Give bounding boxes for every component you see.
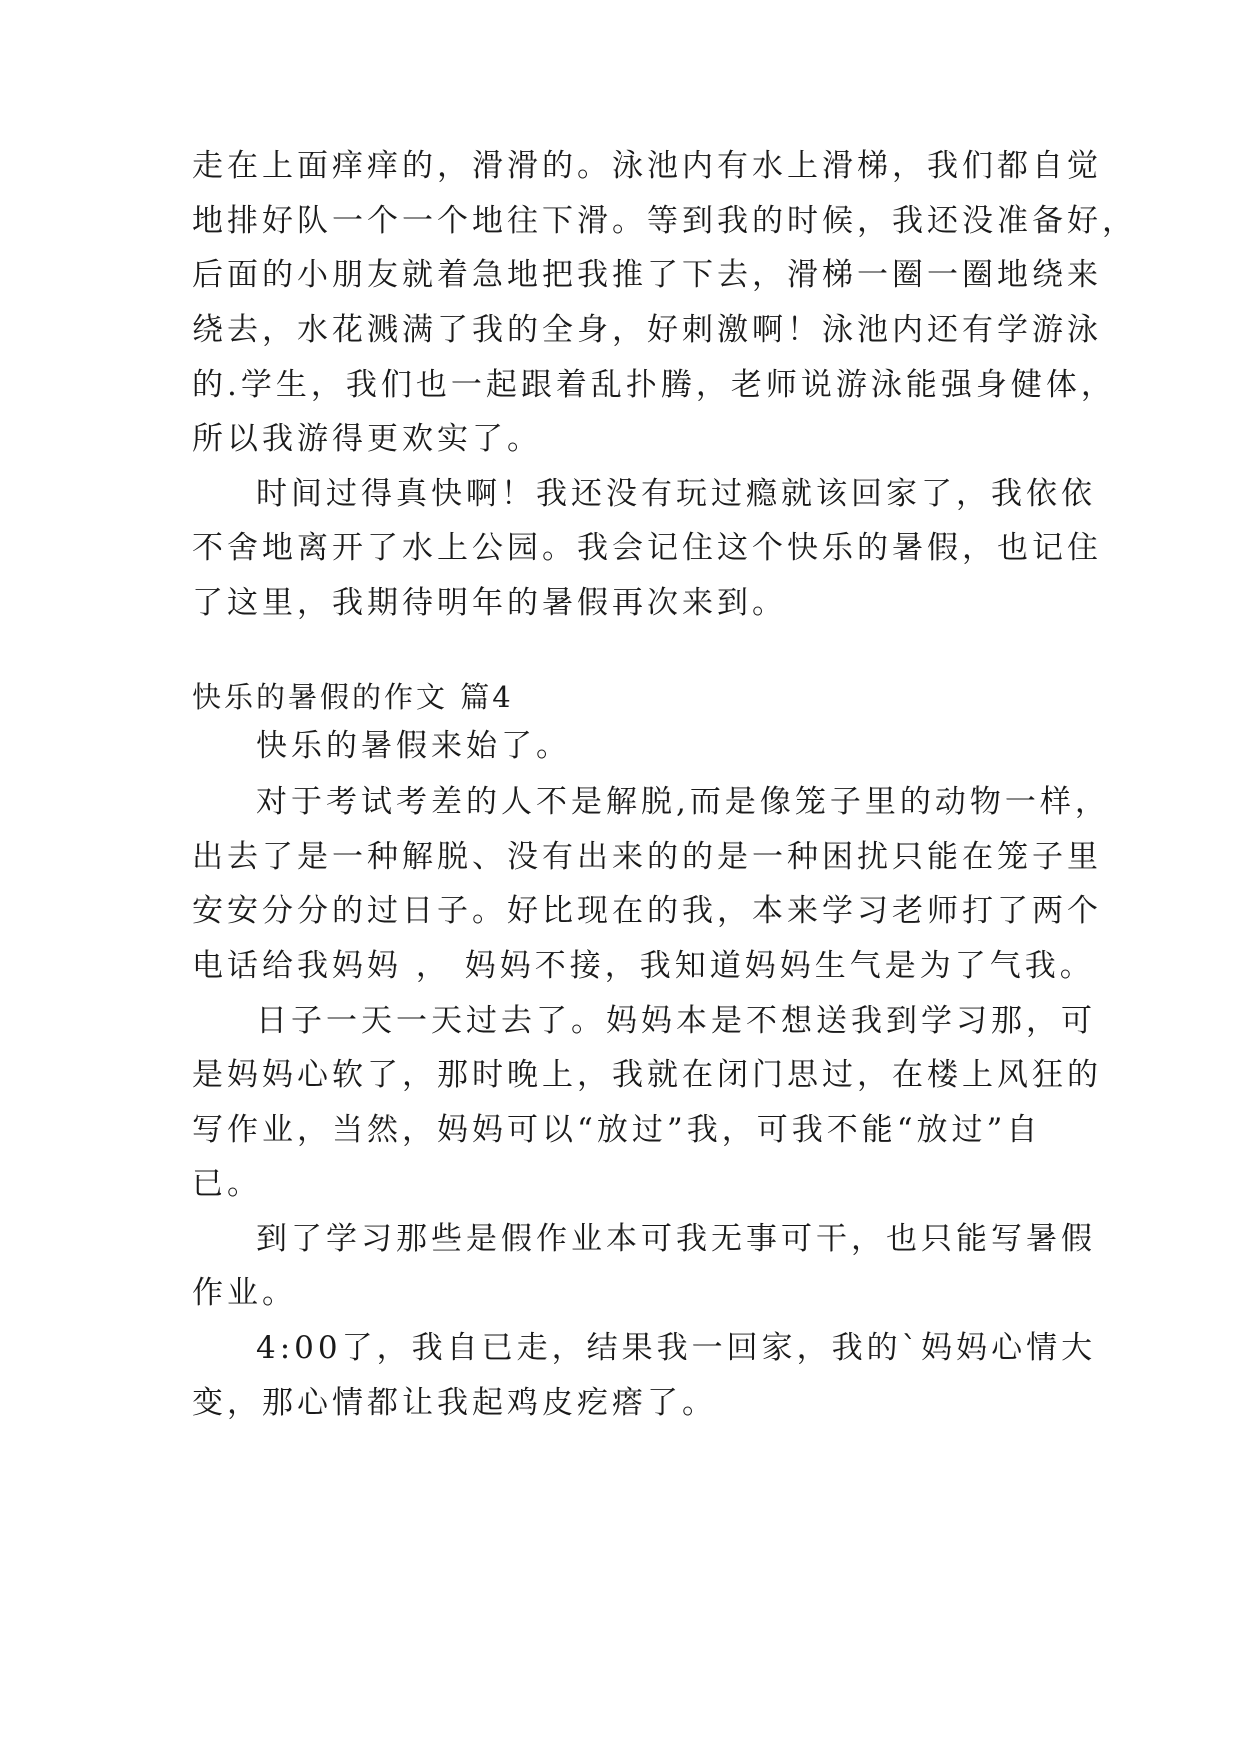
paragraph-line: 4:00了，我自已走，结果我一回家，我的`妈妈心情大 bbox=[256, 1330, 1097, 1366]
paragraph-line: 已。 bbox=[192, 1166, 262, 1202]
paragraph-line: 快乐的暑假来始了。 bbox=[256, 728, 571, 764]
paragraph-line: 出去了是一种解脱、没有出来的的是一种困扰只能在笼子里 bbox=[192, 839, 1102, 875]
paragraph-line: 写作业，当然，妈妈可以“放过”我，可我不能“放过”自 bbox=[192, 1112, 1042, 1148]
paragraph-line: 地排好队一个一个地往下滑。等到我的时候，我还没准备好， bbox=[192, 203, 1137, 239]
paragraph-line: 不舍地离开了水上公园。我会记住这个快乐的暑假，也记住 bbox=[192, 530, 1102, 566]
paragraph-line: 了这里，我期待明年的暑假再次来到。 bbox=[192, 585, 787, 621]
paragraph-line: 的.学生，我们也一起跟着乱扑腾，老师说游泳能强身健体， bbox=[192, 367, 1116, 403]
paragraph-line: 所以我游得更欢实了。 bbox=[192, 421, 542, 457]
paragraph-line: 绕去，水花溅满了我的全身，好刺激啊！泳池内还有学游泳 bbox=[192, 312, 1102, 348]
paragraph-line: 是妈妈心软了，那时晚上，我就在闭门思过，在楼上风狂的 bbox=[192, 1057, 1102, 1093]
paragraph-line: 后面的小朋友就着急地把我推了下去，滑梯一圈一圈地绕来 bbox=[192, 257, 1102, 293]
paragraph-line: 到了学习那些是假作业本可我无事可干，也只能写暑假 bbox=[256, 1221, 1096, 1257]
paragraph-line: 变，那心情都让我起鸡皮疙瘩了。 bbox=[192, 1385, 717, 1421]
paragraph-line: 对于考试考差的人不是解脱,而是像笼子里的动物一样， bbox=[256, 784, 1110, 820]
paragraph-line: 作业。 bbox=[192, 1275, 297, 1311]
paragraph-line: 时间过得真快啊！我还没有玩过瘾就该回家了，我依依 bbox=[256, 476, 1096, 512]
paragraph-line: 走在上面痒痒的，滑滑的。泳池内有水上滑梯，我们都自觉 bbox=[192, 148, 1102, 184]
paragraph-line: 安安分分的过日子。好比现在的我，本来学习老师打了两个 bbox=[192, 893, 1102, 929]
paragraph-line: 电话给我妈妈 ， 妈妈不接，我知道妈妈生气是为了气我。 bbox=[192, 948, 1095, 984]
section-heading: 快乐的暑假的作文 篇4 bbox=[192, 680, 514, 714]
paragraph-line: 日子一天一天过去了。妈妈本是不想送我到学习那，可 bbox=[256, 1003, 1096, 1039]
